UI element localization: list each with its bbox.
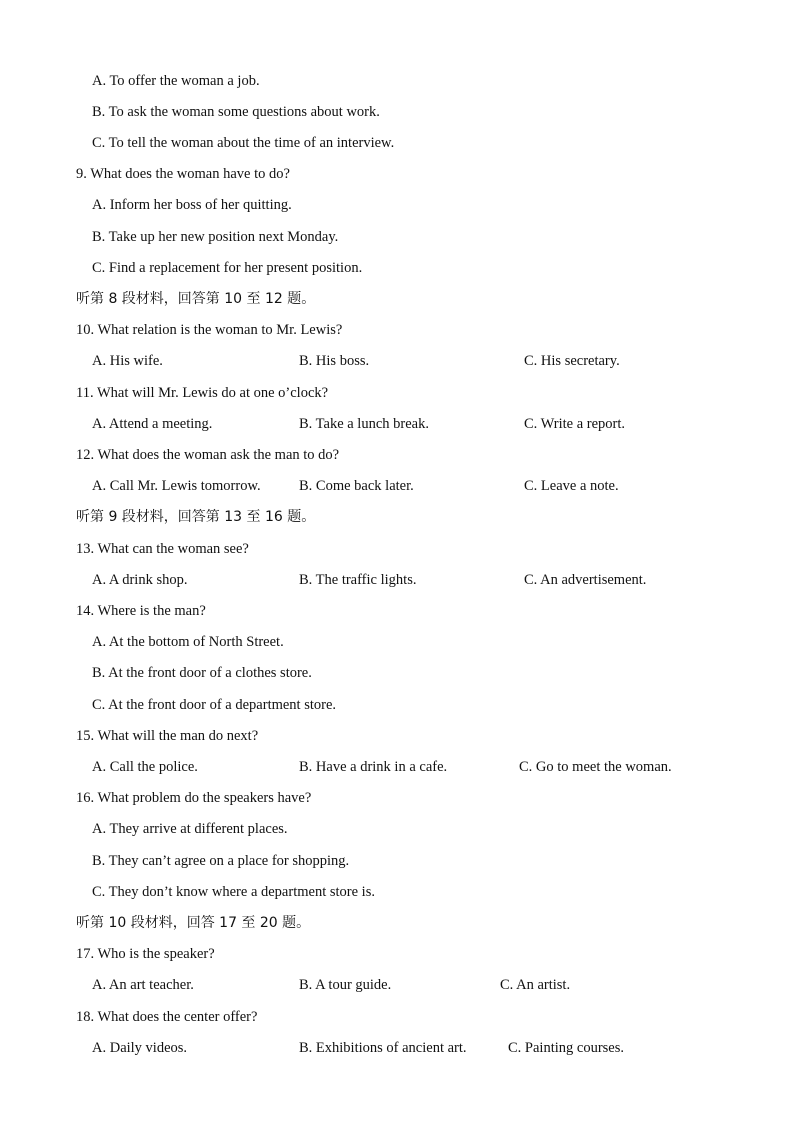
option-c: C. His secretary.	[524, 353, 620, 369]
option-c: C. An artist.	[500, 977, 571, 993]
question-line: 14. Where is the man?	[76, 603, 206, 619]
option-c: C. Go to meet the woman.	[519, 759, 672, 775]
option-line: B. To ask the woman some questions about work.	[92, 104, 380, 120]
option-line: A. Inform her boss of her quitting.	[92, 197, 292, 213]
option-line: C. At the front door of a department store.	[92, 697, 337, 713]
section-heading: 听第 9 段材料，回答第 13 至 16 题。	[76, 509, 316, 525]
question-line: 13. What can the woman see?	[76, 541, 249, 557]
option-c: C. An advertisement.	[524, 572, 647, 588]
option-a: A. His wife.	[92, 353, 163, 369]
section-heading: 听第 10 段材料，回答 17 至 20 题。	[76, 915, 311, 931]
option-line: A. At the bottom of North Street.	[92, 634, 284, 650]
option-a: A. Attend a meeting.	[92, 416, 213, 432]
option-line: C. They don’t know where a department store is.	[92, 884, 375, 900]
option-a: A. Call the police.	[92, 759, 198, 775]
question-line: 12. What does the woman ask the man to do?	[76, 447, 340, 463]
option-line: C. To tell the woman about the time of an interview.	[92, 135, 395, 151]
option-b: B. Come back later.	[299, 478, 414, 494]
option-a: A. Call Mr. Lewis tomorrow.	[92, 478, 261, 494]
option-b: B. The traffic lights.	[299, 572, 417, 588]
option-c: C. Leave a note.	[524, 478, 619, 494]
option-b: B. Take a lunch break.	[299, 416, 429, 432]
option-line: B. At the front door of a clothes store.	[92, 665, 312, 681]
option-line: A. They arrive at different places.	[92, 821, 288, 837]
question-line: 11. What will Mr. Lewis do at one o’clock?	[76, 385, 329, 401]
question-line: 10. What relation is the woman to Mr. Lewis?	[76, 322, 343, 338]
option-line: B. They can’t agree on a place for shopping.	[92, 853, 350, 869]
question-line: 9. What does the woman have to do?	[76, 166, 290, 182]
option-c: C. Write a report.	[524, 416, 626, 432]
question-line: 18. What does the center offer?	[76, 1009, 258, 1025]
question-line: 17. Who is the speaker?	[76, 946, 215, 962]
option-line: B. Take up her new position next Monday.	[92, 229, 339, 245]
option-c: C. Painting courses.	[508, 1040, 624, 1056]
option-b: B. Exhibitions of ancient art.	[299, 1040, 467, 1056]
option-b: B. His boss.	[299, 353, 370, 369]
option-line: C. Find a replacement for her present position.	[92, 260, 363, 276]
question-line: 16. What problem do the speakers have?	[76, 790, 312, 806]
option-line: A. To offer the woman a job.	[92, 73, 260, 89]
option-a: A. An art teacher.	[92, 977, 194, 993]
option-a: A. A drink shop.	[92, 572, 188, 588]
option-b: B. A tour guide.	[299, 977, 392, 993]
question-line: 15. What will the man do next?	[76, 728, 259, 744]
section-heading: 听第 8 段材料，回答第 10 至 12 题。	[76, 291, 316, 307]
option-a: A. Daily videos.	[92, 1040, 188, 1056]
option-b: B. Have a drink in a cafe.	[299, 759, 448, 775]
